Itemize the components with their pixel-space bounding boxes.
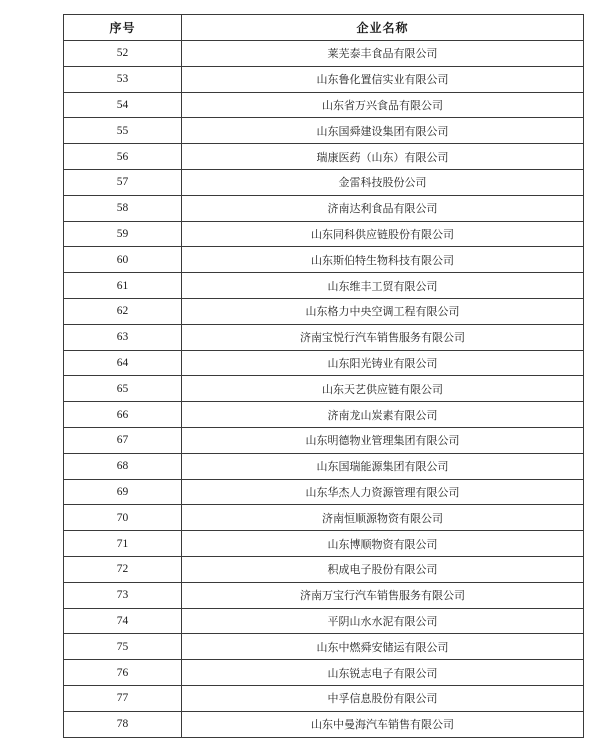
row-enterprise-name-cell: 济南宝悦行汽车销售服务有限公司 [182, 324, 584, 350]
row-enterprise-name-cell: 山东阳光铸业有限公司 [182, 350, 584, 376]
row-enterprise-name-cell: 山东鲁化置信实业有限公司 [182, 66, 584, 92]
table-row [64, 169, 584, 195]
row-enterprise-name-cell: 山东中燃舜安储运有限公司 [182, 634, 584, 660]
row-index-cell: 75 [64, 634, 182, 660]
row-enterprise-name-cell: 积成电子股份有限公司 [182, 556, 584, 582]
row-index-cell: 67 [64, 427, 182, 453]
row-index-cell: 59 [64, 221, 182, 247]
table-row [64, 376, 584, 402]
row-enterprise-name-cell: 山东博顺物资有限公司 [182, 531, 584, 557]
header-index: 序号 [64, 15, 182, 41]
table-row [64, 634, 584, 660]
row-index-cell: 70 [64, 505, 182, 531]
table-row [64, 479, 584, 505]
table-row [64, 144, 584, 170]
table-row [64, 195, 584, 221]
row-enterprise-name-cell: 济南达利食品有限公司 [182, 195, 584, 221]
table-row [64, 350, 584, 376]
row-enterprise-name-cell: 山东国瑞能源集团有限公司 [182, 453, 584, 479]
table-row [64, 427, 584, 453]
row-enterprise-name-cell: 山东维丰工贸有限公司 [182, 273, 584, 299]
row-index-cell: 72 [64, 556, 182, 582]
row-index-cell: 58 [64, 195, 182, 221]
row-enterprise-name-cell: 山东省万兴食品有限公司 [182, 92, 584, 118]
row-index-cell: 63 [64, 324, 182, 350]
table-body [64, 41, 584, 738]
table-row [64, 582, 584, 608]
table-row [64, 556, 584, 582]
table-row [64, 92, 584, 118]
table-row [64, 41, 584, 67]
enterprise-list-table-container [63, 14, 583, 738]
row-index-cell: 55 [64, 118, 182, 144]
row-enterprise-name-cell: 济南龙山炭素有限公司 [182, 402, 584, 428]
row-enterprise-name-cell: 中孚信息股份有限公司 [182, 685, 584, 711]
table-row [64, 505, 584, 531]
row-index-cell: 53 [64, 66, 182, 92]
row-enterprise-name-cell: 山东格力中央空调工程有限公司 [182, 298, 584, 324]
row-enterprise-name-cell: 济南万宝行汽车销售服务有限公司 [182, 582, 584, 608]
table-row [64, 66, 584, 92]
table-row [64, 660, 584, 686]
row-index-cell: 66 [64, 402, 182, 428]
row-enterprise-name-cell: 济南恒顺源物资有限公司 [182, 505, 584, 531]
table-row [64, 402, 584, 428]
table-row [64, 298, 584, 324]
table-row [64, 118, 584, 144]
table-row [64, 453, 584, 479]
row-enterprise-name-cell: 山东中曼海汽车销售有限公司 [182, 711, 584, 737]
row-enterprise-name-cell: 瑞康医药（山东）有限公司 [182, 144, 584, 170]
row-enterprise-name-cell: 山东同科供应链股份有限公司 [182, 221, 584, 247]
row-index-cell: 57 [64, 169, 182, 195]
row-enterprise-name-cell: 山东锐志电子有限公司 [182, 660, 584, 686]
row-index-cell: 62 [64, 298, 182, 324]
row-enterprise-name-cell: 山东斯伯特生物科技有限公司 [182, 247, 584, 273]
row-index-cell: 56 [64, 144, 182, 170]
row-enterprise-name-cell: 山东明德物业管理集团有限公司 [182, 427, 584, 453]
row-index-cell: 60 [64, 247, 182, 273]
row-index-cell: 61 [64, 273, 182, 299]
row-enterprise-name-cell: 莱芜泰丰食品有限公司 [182, 41, 584, 67]
row-index-cell: 74 [64, 608, 182, 634]
table-row [64, 685, 584, 711]
enterprise-list-table [63, 14, 584, 738]
row-enterprise-name-cell: 山东华杰人力资源管理有限公司 [182, 479, 584, 505]
table-row [64, 711, 584, 737]
row-index-cell: 71 [64, 531, 182, 557]
row-enterprise-name-cell: 金雷科技股份公司 [182, 169, 584, 195]
row-index-cell: 69 [64, 479, 182, 505]
table-row [64, 273, 584, 299]
row-index-cell: 65 [64, 376, 182, 402]
table-row [64, 531, 584, 557]
table-row [64, 247, 584, 273]
header-enterprise-name: 企业名称 [182, 15, 584, 41]
row-index-cell: 77 [64, 685, 182, 711]
row-index-cell: 64 [64, 350, 182, 376]
row-index-cell: 68 [64, 453, 182, 479]
row-index-cell: 73 [64, 582, 182, 608]
table-header-row [64, 15, 584, 41]
table-row [64, 324, 584, 350]
table-row [64, 608, 584, 634]
table-row [64, 221, 584, 247]
row-enterprise-name-cell: 平阴山水水泥有限公司 [182, 608, 584, 634]
row-index-cell: 78 [64, 711, 182, 737]
row-enterprise-name-cell: 山东国舜建设集团有限公司 [182, 118, 584, 144]
row-index-cell: 52 [64, 41, 182, 67]
row-index-cell: 54 [64, 92, 182, 118]
row-enterprise-name-cell: 山东天艺供应链有限公司 [182, 376, 584, 402]
row-index-cell: 76 [64, 660, 182, 686]
